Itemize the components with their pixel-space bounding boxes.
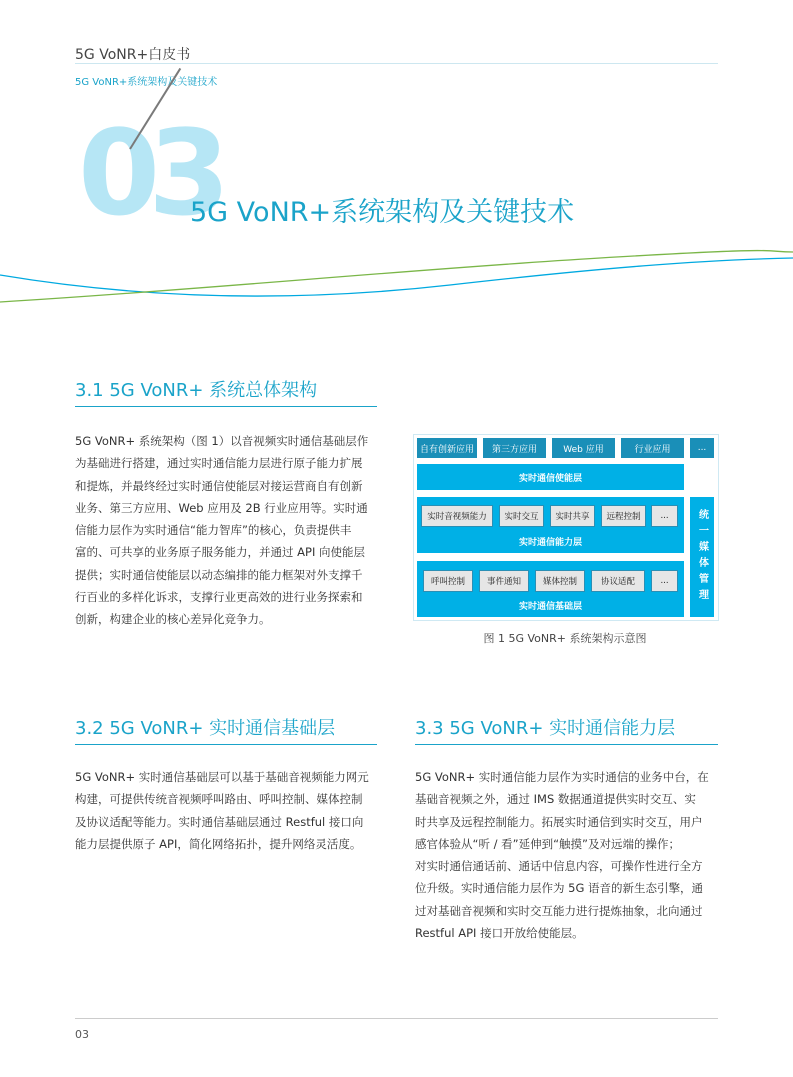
section-3-3-divider <box>415 744 718 745</box>
paragraph-line: 创新，构建企业的核心差异化竞争力。 <box>75 612 271 627</box>
paragraph-line: 对实时通信通话前、通话中信息内容，可操作性进行全方 <box>415 859 703 874</box>
base-item: 事件通知 <box>479 570 529 592</box>
paragraph-line: 及协议适配等能力。实时通信基础层通过 Restful 接口向 <box>75 814 364 829</box>
paragraph-line: 构建，可提供传统音视频呼叫路由、呼叫控制、媒体控制 <box>75 792 363 807</box>
base-layer: 实时通信基础层 <box>417 561 684 617</box>
decorative-waves <box>0 240 793 320</box>
paragraph-line: 基础音视频之外，通过 IMS 数据通道提供实时交互、实 <box>415 792 696 807</box>
app-box: 行业应用 <box>621 438 684 458</box>
paragraph-line: 位升级。实时通信能力层作为 5G 语音的新生态引擎，通 <box>415 881 704 896</box>
capability-layer: 实时通信能力层 <box>417 497 684 553</box>
green-wave <box>0 251 793 303</box>
section-3-1-body <box>75 430 385 631</box>
paragraph-line: 信能力层作为实时通信“能力智库”的核心，负责提供丰 <box>75 523 352 538</box>
capability-item: 实时共享 <box>550 505 595 527</box>
base-item: 呼叫控制 <box>423 570 473 592</box>
base-item: 协议适配 <box>591 570 645 592</box>
chapter-number: 03 <box>78 104 219 242</box>
base-item: ... <box>651 570 678 592</box>
capability-item: 远程控制 <box>601 505 646 527</box>
section-3-1-divider <box>75 406 377 407</box>
paragraph-line: 过对基础音视频和实时交互能力进行提炼抽象，北向通过 <box>415 903 703 918</box>
capability-item: ... <box>651 505 678 527</box>
figure-caption: 图 1 5G VoNR+ 系统架构示意图 <box>483 632 647 645</box>
paragraph-line: 行百业的多样化诉求，支撑行业更高效的进行业务探索和 <box>75 590 363 605</box>
section-3-1-title: 3.1 5G VoNR+ 系统总体架构 <box>75 380 318 401</box>
paragraph-line: 5G VoNR+ 系统架构（图 1）以音视频实时通信基础层作 <box>75 434 369 448</box>
enable-layer: 实时通信使能层 <box>417 464 684 490</box>
app-box: 第三方应用 <box>483 438 546 458</box>
section-3-3-body <box>415 766 720 944</box>
architecture-diagram <box>413 434 719 621</box>
blue-wave <box>0 258 793 296</box>
header-title: 5G VoNR+白皮书 <box>75 47 191 63</box>
section-3-2-body <box>75 766 385 855</box>
app-box: Web 应用 <box>552 438 615 458</box>
chapter-title: 5G VoNR+系统架构及关键技术 <box>190 197 575 228</box>
paragraph-line: 富的、可共享的业务原子服务能力，并通过 API 向使能层 <box>75 545 366 560</box>
footer-divider <box>75 1018 718 1019</box>
section-3-2-divider <box>75 744 377 745</box>
paragraph-line: 5G VoNR+ 实时通信能力层作为实时通信的业务中台，在 <box>415 770 709 784</box>
paragraph-line: 5G VoNR+ 实时通信基础层可以基于基础音视频能力网元 <box>75 770 369 784</box>
paragraph-line: 感官体验从“听 / 看”延伸到“触摸”及对远端的操作； <box>415 836 681 851</box>
paragraph-line: 业务、第三方应用、Web 应用及 2B 行业应用等。实时通 <box>75 500 368 515</box>
paragraph-line: 提供；实时通信使能层以动态编排的能力框架对外支撑千 <box>75 567 363 582</box>
section-3-2-title: 3.2 5G VoNR+ 实时通信基础层 <box>75 718 336 739</box>
base-item: 媒体控制 <box>535 570 585 592</box>
paragraph-line: 时共享及远程控制能力。拓展实时通信到实时交互，用户 <box>415 814 703 829</box>
paragraph-line: 和提炼，并最终经过实时通信使能层对接运营商自有创新 <box>75 478 363 493</box>
capability-item: 实时音视频能力 <box>421 505 493 527</box>
page-number: 03 <box>75 1028 89 1041</box>
header-subtitle: 5G VoNR+系统架构及关键技术 <box>75 77 218 88</box>
capability-item: 实时交互 <box>499 505 544 527</box>
app-box: 自有创新应用 <box>417 438 477 458</box>
unified-media-management: 统一媒体管理 <box>690 497 714 617</box>
header-divider <box>75 63 718 64</box>
app-box: ... <box>690 438 714 458</box>
paragraph-line: Restful API 接口开放给使能层。 <box>415 926 584 941</box>
section-3-3-title: 3.3 5G VoNR+ 实时通信能力层 <box>415 718 676 739</box>
paragraph-line: 能力层提供原子 API，简化网络拓扑，提升网络灵活度。 <box>75 836 362 851</box>
paragraph-line: 为基础进行搭建，通过实时通信能力层进行原子能力扩展 <box>75 456 363 471</box>
